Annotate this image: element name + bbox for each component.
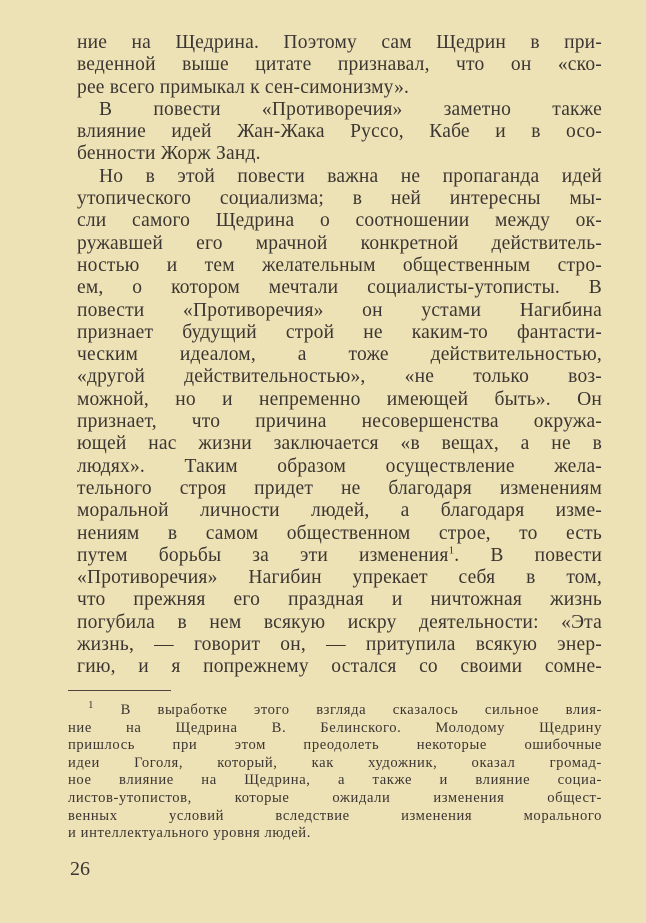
text-line: влияние идей Жан-Жака Руссо, Кабе и в осо- — [77, 121, 602, 143]
text-line: веденной выше цитате признавал, что он «ско- — [77, 54, 602, 76]
footnote-line: ние на Щедрина В. Белинского. Молодому Щедрину — [68, 719, 602, 736]
text-line: рее всего примыкал к сен-симонизму». — [77, 76, 410, 98]
footnote-line: и интеллектуального уровня людей. — [68, 825, 311, 842]
text-line: Но в этой повести важна не пропаганда идей — [99, 165, 602, 187]
text-line: утопического социализма; в ней интересны мы- — [77, 188, 602, 210]
text-line: моральной личности людей, а благодаря изме- — [77, 500, 602, 522]
text-line: что прежняя его праздная и ничтожная жизнь — [77, 589, 602, 611]
text-line — [77, 545, 602, 567]
text-line: ющей нас жизни заключается «в вещах, а не в — [77, 433, 602, 455]
page-number: 26 — [70, 858, 90, 880]
text-line: «другой действительностью», «не только воз- — [77, 366, 602, 388]
footnote-line: ное влияние на Щедрина, а также и влияние социа- — [68, 772, 602, 789]
text-line: людях». Таким образом осуществление жела- — [77, 455, 602, 477]
text-line: погубила в нем всякую искру деятельности: «Эта — [77, 611, 602, 633]
text-segment: путем борьбы за эти изменения — [77, 544, 449, 566]
text-line: жизнь, — говорит он, — притупила всякую энер- — [77, 634, 602, 656]
text-segment: В выработке этого взгляда сказалось сильное влия- — [120, 702, 602, 718]
text-line: ностью и тем желательным общественным стро- — [77, 254, 602, 276]
text-line: повести «Противоречия» он устами Нагибина — [77, 299, 602, 321]
footnote-line: листов-утопистов, которые ожидали изменения общест- — [68, 789, 602, 806]
main-text — [77, 32, 602, 679]
text-line: ние на Щедрина. Поэтому сам Щедрин в при- — [77, 32, 602, 53]
footnote-mark: 1 — [88, 699, 95, 712]
text-line: ем, о котором мечтали социалисты-утописты. В — [77, 277, 602, 299]
footnote-line — [68, 699, 602, 720]
footnote-line: венных условий вследствие изменения морального — [68, 807, 602, 824]
text-line: гию, и я попрежнему остался со своими сомне- — [77, 656, 602, 678]
text-line: тельного строя придет не благодаря изменениям — [77, 477, 602, 499]
text-line: сли самого Щедрина о соотношении между ок- — [77, 210, 602, 232]
footnote-line: пришлось при этом преодолеть некоторые ошибочные — [68, 737, 602, 754]
text-line: бенности Жорж Занд. — [77, 143, 261, 165]
text-line: ческим идеалом, а тоже действительностью, — [77, 344, 602, 366]
text-line: «Противоречия» Нагибин упрекает себя в том, — [77, 567, 602, 589]
text-line: нениям в самом общественном строе, то есть — [77, 522, 602, 544]
text-line: признает, что причина несовершенства окружа- — [77, 411, 602, 433]
footnote — [68, 699, 602, 843]
text-line: В повести «Противоречия» заметно также — [99, 98, 602, 120]
footnote-divider — [68, 690, 171, 691]
footnote-reference[interactable]: 1 — [448, 544, 455, 557]
footnote-line: идеи Гоголя, который, как художник, оказал громад- — [68, 754, 602, 771]
text-line: можной, но и непременно имеющей быть». Он — [77, 388, 602, 410]
text-line: признает будущий строй не каким-то фантасти- — [77, 321, 602, 343]
text-segment: . В повести — [454, 544, 602, 566]
text-line: ружавшей его мрачной конкретной действитель- — [77, 232, 602, 254]
